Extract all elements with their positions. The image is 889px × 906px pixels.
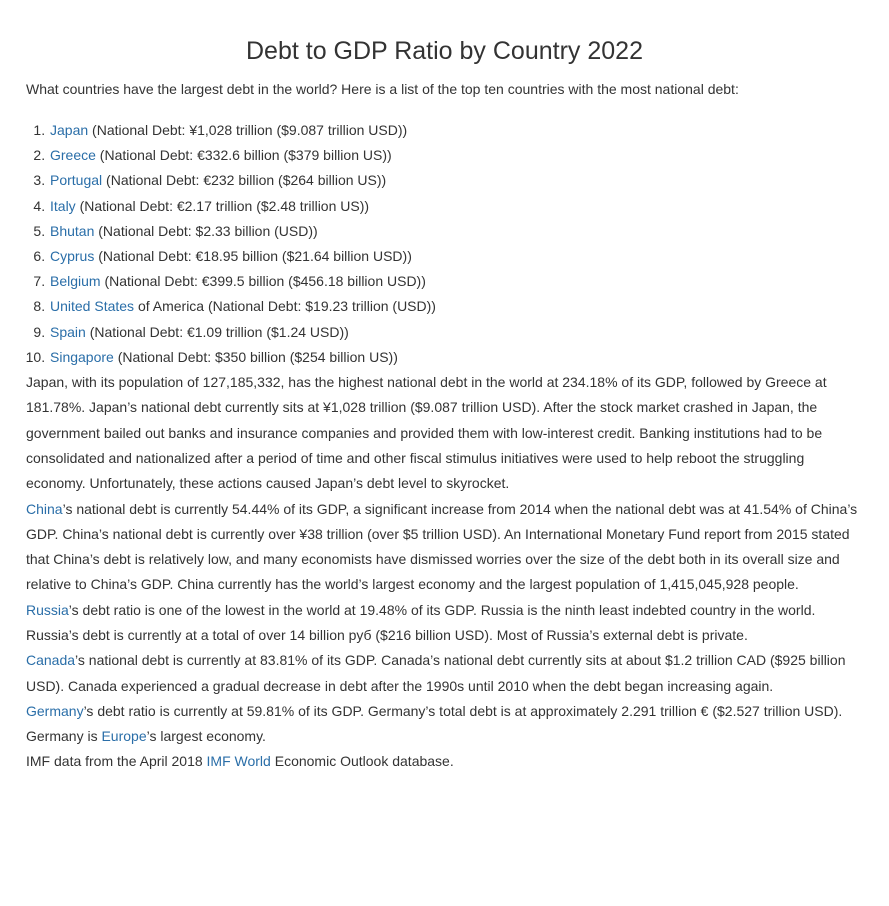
country-link-portugal[interactable]: Portugal [50, 172, 103, 189]
paragraph-text: ’s debt ratio is one of the lowest in the world at 19.48% of its GDP. Russia is the ninth least indebted country in the world. Russia’s debt is currently at a total of over 14 billion руб ($216 billion USD). Most of Russia’s external debt is private. [26, 601, 816, 643]
country-link-bhutan[interactable]: Bhutan [50, 222, 95, 239]
list-item [49, 168, 863, 193]
country-link-spain[interactable]: Spain [50, 323, 86, 340]
list-item-detail: (National Debt: €2.17 trillion ($2.48 trillion US)) [75, 197, 370, 214]
country-link-germany[interactable]: Germany [26, 702, 84, 719]
debt-ranking-list [26, 118, 863, 370]
intro-text: What countries have the largest debt in the world? Here is a list of the top ten countries with the most national debt: [26, 81, 739, 97]
country-link-russia[interactable]: Russia [26, 601, 69, 618]
list-item [49, 320, 863, 345]
country-link-greece[interactable]: Greece [50, 147, 96, 164]
paragraph-text: Economic Outlook database. [270, 753, 454, 770]
country-link-cyprus[interactable]: Cyprus [50, 248, 95, 265]
list-item-detail: (National Debt: ¥1,028 trillion ($9.087 trillion USD)) [88, 122, 408, 138]
page-title: Debt to GDP Ratio by Country 2022 [246, 37, 643, 65]
list-item [49, 345, 863, 370]
list-item-detail: (National Debt: $350 billion ($254 billion US)) [113, 348, 398, 365]
paragraph-russia [26, 598, 863, 649]
list-item-detail: (National Debt: €332.6 billion ($379 billion US)) [95, 147, 392, 164]
list-item [49, 294, 863, 319]
list-item [49, 244, 863, 269]
list-item [49, 143, 863, 168]
country-link-united-states[interactable]: United States [50, 298, 135, 315]
paragraph-text: ’s national debt is currently at 83.81% of its GDP. Canada’s national debt currently sits at about $1.2 trillion CAD ($925 billion USD). Canada experienced a gradual decrease in debt after the 1990s until 2010 when the debt began increasing again. [26, 652, 846, 694]
list-item-detail: (National Debt: €232 billion ($264 billion US)) [102, 172, 387, 189]
list-item-detail: (National Debt: €18.95 billion ($21.64 billion USD)) [94, 248, 412, 265]
paragraph-text: ’s largest economy. [146, 728, 266, 745]
paragraph-china [26, 497, 863, 598]
country-link-japan[interactable]: Japan [50, 122, 89, 138]
paragraph-text: ’s debt ratio is currently at 59.81% of its GDP. Germany’s total debt is at approximately 2.291 trillion € ($2.527 trillion USD). Germany is [26, 702, 843, 745]
country-link-italy[interactable]: Italy [50, 197, 76, 214]
list-item-detail: of America (National Debt: $19.23 trillion (USD)) [134, 298, 436, 315]
imf-world-link[interactable]: IMF World [206, 753, 271, 770]
list-item-detail: (National Debt: €1.09 trillion ($1.24 USD)) [85, 323, 349, 340]
paragraph-imf-source [26, 749, 863, 774]
country-link-china[interactable]: China [26, 500, 63, 517]
country-link-singapore[interactable]: Singapore [50, 348, 114, 365]
list-item-detail: (National Debt: €399.5 billion ($456.18 billion USD)) [100, 273, 426, 290]
paragraph-text: IMF data from the April 2018 [26, 753, 207, 770]
country-link-belgium[interactable]: Belgium [50, 273, 101, 290]
list-item-detail: (National Debt: $2.33 billion (USD)) [94, 222, 318, 239]
paragraph-japan: Japan, with its population of 127,185,332, has the highest national debt in the world at 234.18% of its GDP, followed by Greece at 181.78%. Japan’s national debt currently sits at ¥1,028 trillion ($9.087 trillion USD). After the stock market crashed in Japan, the government bailed out banks and insurance companies and provided them with low-interest credit. Banking institutions had to be consolidated and nationalized after a period of time and other fiscal stimulus initiatives were used to help reboot the struggling economy. Unfortunately, these actions caused Japan’s debt level to skyrocket. [26, 374, 827, 492]
region-link-europe[interactable]: Europe [101, 728, 147, 745]
country-link-canada[interactable]: Canada [26, 652, 76, 669]
list-item [49, 269, 863, 294]
paragraph-canada [26, 648, 863, 699]
list-item [49, 219, 863, 244]
paragraph-germany [26, 699, 863, 750]
list-item [49, 118, 863, 143]
paragraph-text: ’s national debt is currently 54.44% of its GDP, a significant increase from 2014 when the national debt was at 41.54% of China’s GDP. China’s national debt is currently over ¥38 trillion (over $5 trillion USD). An International Monetary Fund report from 2015 stated that China’s debt is relatively low, and many economists have dismissed worries over the size of the debt both in its overall size and relative to China’s GDP. China currently has the world’s largest economy and the largest population of 1,415,045,928 people. [26, 500, 858, 593]
list-item [49, 194, 863, 219]
